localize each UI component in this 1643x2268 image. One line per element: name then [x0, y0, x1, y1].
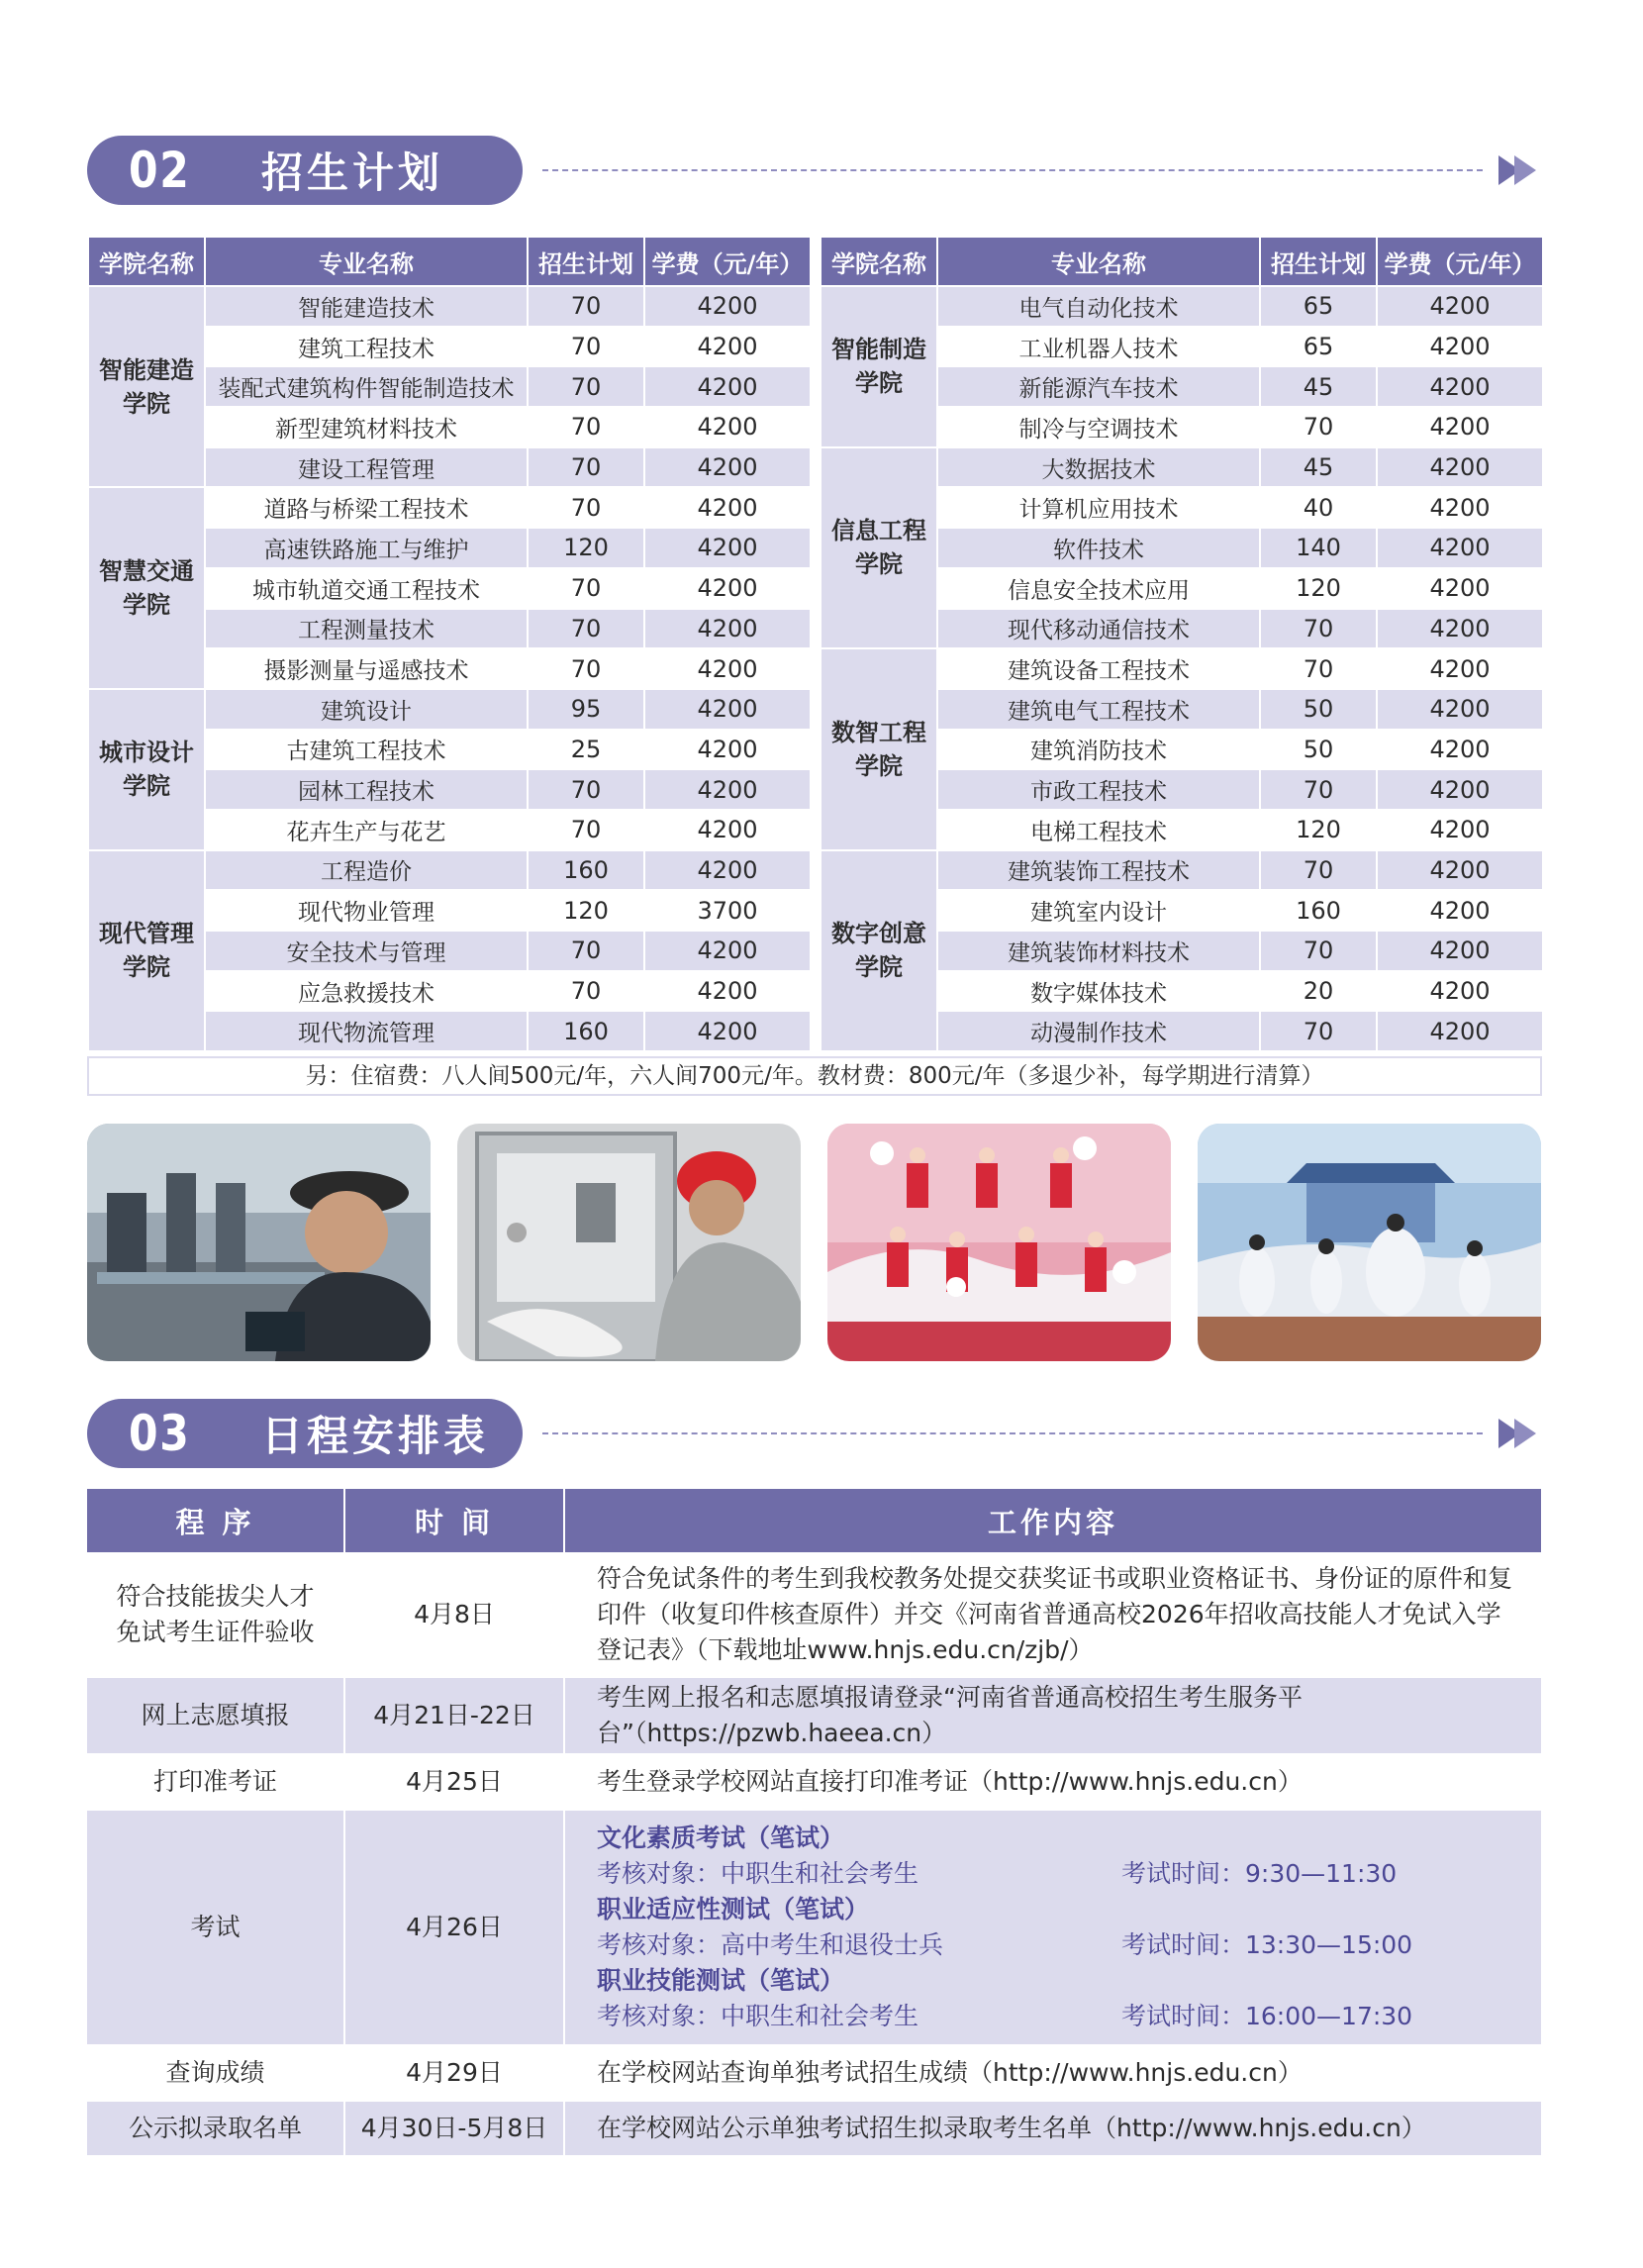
electrical-cabinet-worker-photo: [457, 1124, 801, 1361]
major-name-cell: 古建筑工程技术: [205, 730, 528, 770]
header-content: 工作内容: [564, 1489, 1542, 1552]
content-cell: 在学校网站公示单独考试招生拟录取考生名单（http://www.hnjs.edu.cn）: [564, 2101, 1542, 2156]
plan-count-cell: 120: [1260, 568, 1377, 609]
plan-count-cell: 140: [1260, 528, 1377, 568]
major-name-cell: 建筑工程技术: [205, 327, 528, 367]
tuition-cell: 4200: [644, 528, 811, 568]
plan-count-cell: 45: [1260, 447, 1377, 488]
section-number: 02: [129, 142, 191, 199]
college-name-cell: 信息工程 学院: [821, 447, 937, 648]
plan-count-cell: 70: [1260, 931, 1377, 971]
exam-detail: [597, 1999, 1521, 2034]
plan-count-cell: 40: [1260, 487, 1377, 528]
plan-header-cell: 专业名称: [205, 237, 528, 286]
college-name-cell: 城市设计 学院: [88, 689, 205, 850]
schedule-table: [87, 1489, 1543, 2157]
plan-count-cell: 70: [528, 971, 644, 1012]
schedule-row: [87, 1754, 1542, 1810]
section-header-plan: [87, 136, 1542, 205]
plan-count-cell: 65: [1260, 327, 1377, 367]
major-name-cell: 工程测量技术: [205, 609, 528, 649]
plan-count-cell: 120: [528, 890, 644, 931]
plan-count-cell: 160: [1260, 890, 1377, 931]
exam-target: 考核对象：高中考生和退役士兵: [597, 1930, 944, 1959]
procedure-cell: 符合技能拔尖人才 免试考生证件验收: [87, 1552, 344, 1677]
plan-header-row: [88, 237, 811, 286]
procedure-cell: 网上志愿填报: [87, 1677, 344, 1754]
plan-count-cell: 70: [1260, 648, 1377, 689]
plan-row: [821, 286, 1543, 327]
plan-count-cell: 120: [528, 528, 644, 568]
time-cell: 4月29日: [344, 2045, 564, 2101]
major-name-cell: 建筑设计: [205, 689, 528, 730]
time-cell: 4月25日: [344, 1754, 564, 1810]
content-cell: 考生网上报名和志愿填报请登录“河南省普通高校招生考生服务平台”（https://pzwb.haeea.cn）: [564, 1677, 1542, 1754]
tuition-cell: 4200: [644, 568, 811, 609]
tuition-cell: 4200: [1377, 810, 1543, 850]
procedure-cell: 查询成绩: [87, 2045, 344, 2101]
tuition-cell: 4200: [1377, 447, 1543, 488]
tuition-cell: 4200: [1377, 971, 1543, 1012]
major-name-cell: 新型建筑材料技术: [205, 407, 528, 447]
major-name-cell: 现代物流管理: [205, 1011, 528, 1051]
major-name-cell: 建筑消防技术: [937, 730, 1260, 770]
tuition-cell: 4200: [1377, 1011, 1543, 1051]
procedure-cell: 考试: [87, 1810, 344, 2045]
plan-count-cell: 120: [1260, 810, 1377, 850]
plan-table-left: [87, 236, 812, 1052]
tuition-cell: 4200: [1377, 528, 1543, 568]
tuition-cell: 4200: [644, 366, 811, 407]
header-procedure: 程 序: [87, 1489, 344, 1552]
tuition-cell: 4200: [1377, 487, 1543, 528]
tuition-cell: 4200: [644, 1011, 811, 1051]
major-name-cell: 道路与桥梁工程技术: [205, 487, 528, 528]
major-name-cell: 电梯工程技术: [937, 810, 1260, 850]
major-name-cell: 动漫制作技术: [937, 1011, 1260, 1051]
tuition-cell: 4200: [644, 648, 811, 689]
plan-table-right: [820, 236, 1544, 1052]
plan-count-cell: 70: [528, 568, 644, 609]
plan-count-cell: 70: [1260, 609, 1377, 649]
time-cell: 4月26日: [344, 1810, 564, 2045]
plan-count-cell: 95: [528, 689, 644, 730]
plan-header-cell: 学院名称: [88, 237, 205, 286]
tuition-cell: 4200: [644, 609, 811, 649]
major-name-cell: 花卉生产与花艺: [205, 810, 528, 850]
plan-count-cell: 25: [528, 730, 644, 770]
exam-target: 考核对象：中职生和社会考生: [597, 1859, 919, 1888]
section-title: 日程安排表: [261, 1412, 490, 1460]
plan-count-cell: 70: [528, 407, 644, 447]
major-name-cell: 信息安全技术应用: [937, 568, 1260, 609]
tuition-cell: 4200: [644, 487, 811, 528]
plan-row: [88, 689, 811, 730]
plan-count-cell: 70: [528, 648, 644, 689]
plan-header-cell: 招生计划: [1260, 237, 1377, 286]
major-name-cell: 建筑装饰工程技术: [937, 850, 1260, 891]
plan-count-cell: 70: [528, 366, 644, 407]
section-header-schedule: [87, 1399, 1542, 1468]
exam-time: 考试时间：13:30—15:00: [1121, 1930, 1413, 1959]
procedure-cell: 公示拟录取名单: [87, 2101, 344, 2156]
major-name-cell: 装配式建筑构件智能制造技术: [205, 366, 528, 407]
plan-count-cell: 70: [1260, 1011, 1377, 1051]
plan-header-cell: 学费（元/年）: [1377, 237, 1543, 286]
major-name-cell: 现代物业管理: [205, 890, 528, 931]
tuition-cell: 4200: [1377, 769, 1543, 810]
plan-count-cell: 70: [528, 769, 644, 810]
plan-row: [821, 447, 1543, 488]
plan-header-row: [821, 237, 1543, 286]
college-name-cell: 数字创意 学院: [821, 850, 937, 1051]
tuition-cell: 4200: [644, 447, 811, 488]
exam-title: 文化素质考试（笔试）: [597, 1824, 845, 1852]
major-name-cell: 市政工程技术: [937, 769, 1260, 810]
plan-count-cell: 70: [1260, 407, 1377, 447]
exam-title: 职业技能测试（笔试）: [597, 1966, 845, 1995]
tuition-cell: 4200: [1377, 931, 1543, 971]
college-name-cell: 智慧交通 学院: [88, 487, 205, 688]
exam-time: 考试时间：16:00—17:30: [1121, 2002, 1413, 2030]
major-name-cell: 大数据技术: [937, 447, 1260, 488]
plan-count-cell: 45: [1260, 366, 1377, 407]
double-arrow-icon: [1498, 155, 1542, 185]
exam-title: 职业适应性测试（笔试）: [597, 1895, 870, 1923]
plan-header-cell: 专业名称: [937, 237, 1260, 286]
plan-row: [88, 286, 811, 327]
plan-count-cell: 50: [1260, 730, 1377, 770]
major-name-cell: 园林工程技术: [205, 769, 528, 810]
major-name-cell: 工业机器人技术: [937, 327, 1260, 367]
content-cell: [564, 1810, 1542, 2045]
plan-row: [88, 487, 811, 528]
dashed-divider: [542, 169, 1483, 171]
tuition-cell: 4200: [1377, 568, 1543, 609]
tuition-cell: 4200: [1377, 366, 1543, 407]
plan-header-cell: 学院名称: [821, 237, 937, 286]
plan-count-cell: 70: [528, 931, 644, 971]
dashed-divider: [542, 1432, 1483, 1434]
exam-time: 考试时间：9:30—11:30: [1121, 1859, 1398, 1888]
tuition-cell: 4200: [644, 730, 811, 770]
major-name-cell: 工程造价: [205, 850, 528, 891]
plan-row: [88, 850, 811, 891]
tuition-cell: 4200: [1377, 609, 1543, 649]
plan-count-cell: 70: [528, 487, 644, 528]
plan-row: [821, 648, 1543, 689]
major-name-cell: 安全技术与管理: [205, 931, 528, 971]
time-cell: 4月21日-22日: [344, 1677, 564, 1754]
tuition-cell: 4200: [1377, 890, 1543, 931]
major-name-cell: 数字媒体技术: [937, 971, 1260, 1012]
plan-count-cell: 50: [1260, 689, 1377, 730]
tuition-cell: 4200: [1377, 730, 1543, 770]
major-name-cell: 建筑室内设计: [937, 890, 1260, 931]
plan-header-cell: 学费（元/年）: [644, 237, 811, 286]
exam-detail: [597, 1927, 1521, 1963]
plan-count-cell: 70: [528, 327, 644, 367]
major-name-cell: 建设工程管理: [205, 447, 528, 488]
tuition-cell: 4200: [644, 327, 811, 367]
major-name-cell: 建筑装饰材料技术: [937, 931, 1260, 971]
schedule-header-row: [87, 1489, 1542, 1552]
section-number: 03: [129, 1405, 191, 1462]
content-cell: 考生登录学校网站直接打印准考证（http://www.hnjs.edu.cn）: [564, 1754, 1542, 1810]
schedule-row: [87, 1677, 1542, 1754]
plan-row: [821, 850, 1543, 891]
time-cell: 4月8日: [344, 1552, 564, 1677]
major-name-cell: 建筑设备工程技术: [937, 648, 1260, 689]
tuition-cell: 3700: [644, 890, 811, 931]
plan-count-cell: 160: [528, 1011, 644, 1051]
plan-count-cell: 70: [528, 286, 644, 327]
plan-count-cell: 65: [1260, 286, 1377, 327]
section-pill: [87, 1399, 523, 1468]
tuition-cell: 4200: [1377, 327, 1543, 367]
section-pill: [87, 136, 523, 205]
robotic-assembly-line-photo: [87, 1124, 431, 1361]
major-name-cell: 制冷与空调技术: [937, 407, 1260, 447]
tuition-cell: 4200: [644, 286, 811, 327]
schedule-row: [87, 1552, 1542, 1677]
tuition-cell: 4200: [1377, 286, 1543, 327]
major-name-cell: 计算机应用技术: [937, 487, 1260, 528]
major-name-cell: 城市轨道交通工程技术: [205, 568, 528, 609]
plan-count-cell: 70: [528, 609, 644, 649]
major-name-cell: 电气自动化技术: [937, 286, 1260, 327]
cheerleading-performance-photo: [827, 1124, 1171, 1361]
major-name-cell: 应急救援技术: [205, 971, 528, 1012]
college-name-cell: 数智工程 学院: [821, 648, 937, 849]
exam-target: 考核对象：中职生和社会考生: [597, 2002, 919, 2030]
college-name-cell: 智能建造 学院: [88, 286, 205, 487]
tuition-cell: 4200: [644, 407, 811, 447]
college-name-cell: 智能制造 学院: [821, 286, 937, 447]
plan-count-cell: 70: [1260, 850, 1377, 891]
fee-note: 另：住宿费：八人间500元/年，六人间700元/年。教材费：800元/年（多退少补，每学期进行清算）: [87, 1056, 1542, 1096]
tuition-cell: 4200: [644, 810, 811, 850]
tuition-cell: 4200: [644, 971, 811, 1012]
time-cell: 4月30日-5月8日: [344, 2101, 564, 2156]
tuition-cell: 4200: [644, 931, 811, 971]
schedule-row: [87, 2101, 1542, 2156]
major-name-cell: 智能建造技术: [205, 286, 528, 327]
major-name-cell: 摄影测量与遥感技术: [205, 648, 528, 689]
header-time: 时 间: [344, 1489, 564, 1552]
schedule-row: [87, 1810, 1542, 2045]
plan-count-cell: 70: [528, 447, 644, 488]
tuition-cell: 4200: [644, 769, 811, 810]
college-name-cell: 现代管理 学院: [88, 850, 205, 1051]
schedule-row: [87, 2045, 1542, 2101]
major-name-cell: 现代移动通信技术: [937, 609, 1260, 649]
plan-count-cell: 160: [528, 850, 644, 891]
plan-count-cell: 70: [528, 810, 644, 850]
classical-dance-performance-photo: [1198, 1124, 1541, 1361]
plan-header-cell: 招生计划: [528, 237, 644, 286]
double-arrow-icon: [1498, 1419, 1542, 1448]
photo-strip: [87, 1124, 1542, 1361]
procedure-cell: 打印准考证: [87, 1754, 344, 1810]
major-name-cell: 软件技术: [937, 528, 1260, 568]
content-cell: 符合免试条件的考生到我校教务处提交获奖证书或职业资格证书、身份证的原件和复印件（收复印件核查原件）并交《河南省普通高校2026年招收高技能人才免试入学登记表》（下载地址www.hnjs.edu.cn/zjb/）: [564, 1552, 1542, 1677]
tuition-cell: 4200: [1377, 850, 1543, 891]
tuition-cell: 4200: [1377, 407, 1543, 447]
exam-detail: [597, 1856, 1521, 1892]
content-cell: 在学校网站查询单独考试招生成绩（http://www.hnjs.edu.cn）: [564, 2045, 1542, 2101]
tuition-cell: 4200: [1377, 689, 1543, 730]
tuition-cell: 4200: [1377, 648, 1543, 689]
section-title: 招生计划: [261, 148, 444, 197]
major-name-cell: 建筑电气工程技术: [937, 689, 1260, 730]
major-name-cell: 新能源汽车技术: [937, 366, 1260, 407]
major-name-cell: 高速铁路施工与维护: [205, 528, 528, 568]
plan-count-cell: 20: [1260, 971, 1377, 1012]
tuition-cell: 4200: [644, 689, 811, 730]
plan-count-cell: 70: [1260, 769, 1377, 810]
tuition-cell: 4200: [644, 850, 811, 891]
